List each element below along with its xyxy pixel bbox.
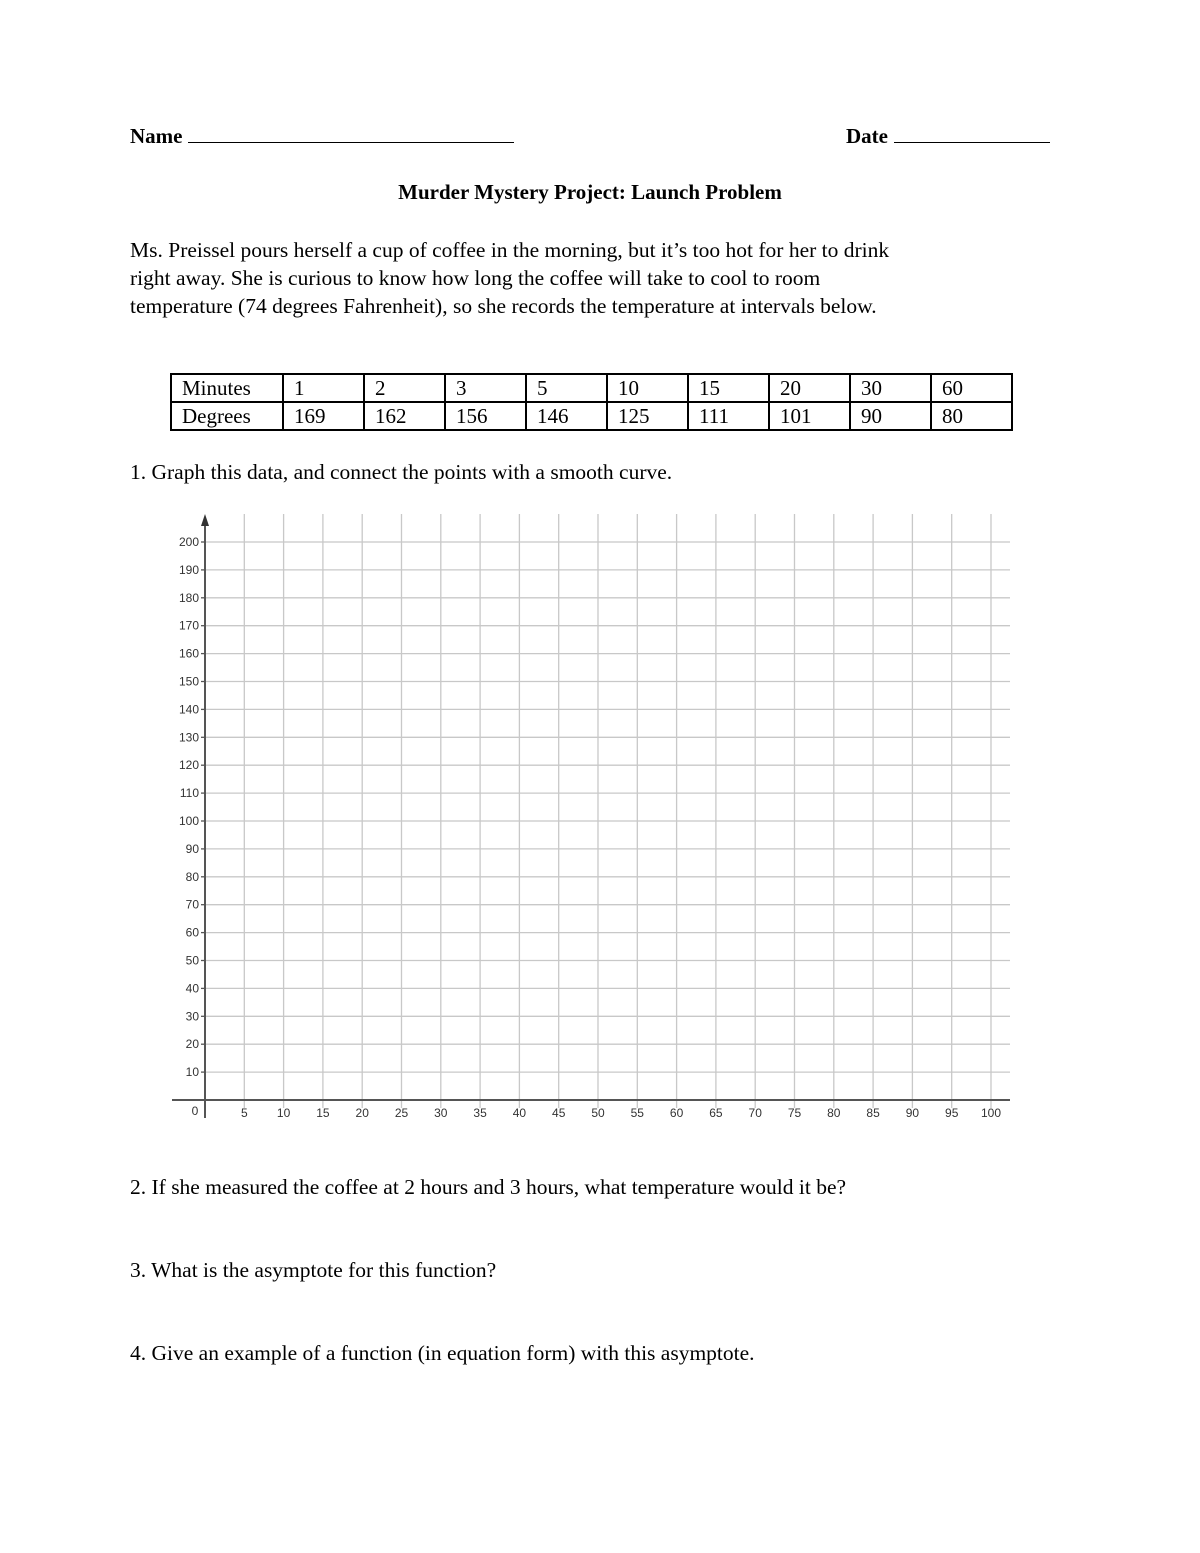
question-4: 4. Give an example of a function (in equation form) with this asymptote. [130, 1341, 755, 1365]
table-cell: 80 [931, 402, 1012, 430]
y-tick-label: 50 [185, 953, 199, 968]
date-label: Date [846, 124, 888, 148]
degrees-row [171, 402, 1012, 430]
y-tick-label: 160 [178, 646, 199, 661]
x-tick-label: 75 [787, 1106, 802, 1120]
page-title: Murder Mystery Project: Launch Problem [398, 180, 782, 204]
table-cell: 3 [445, 374, 526, 402]
intro-line: right away. She is curious to know how long the coffee will take to cool to room [130, 266, 821, 290]
question-1: 1. Graph this data, and connect the points with a smooth curve. [130, 460, 673, 484]
x-tick-label: 55 [630, 1106, 644, 1120]
y-tick-label: 130 [178, 730, 199, 745]
y-tick-label: 200 [178, 535, 199, 549]
table-cell: 111 [688, 402, 769, 430]
name-blank-line[interactable] [188, 124, 514, 143]
intro-paragraph [130, 236, 1070, 320]
y-tick-label: 90 [185, 841, 199, 856]
y-tick-label: 170 [178, 618, 199, 633]
date-field[interactable] [846, 124, 1050, 149]
origin-label: 0 [191, 1104, 199, 1118]
row-header-minutes: Minutes [171, 374, 283, 402]
x-tick-label: 50 [591, 1106, 605, 1120]
table-cell: 30 [850, 374, 931, 402]
table-cell: 90 [850, 402, 931, 430]
x-tick-label: 40 [512, 1106, 527, 1120]
x-tick-label: 65 [709, 1106, 723, 1120]
table-cell: 10 [607, 374, 688, 402]
x-tick-label: 25 [394, 1106, 409, 1120]
intro-line: Ms. Preissel pours herself a cup of coffee in the morning, but it’s too hot for her to drink [130, 238, 890, 262]
x-tick-label: 90 [905, 1106, 920, 1120]
table-cell: 15 [688, 374, 769, 402]
x-tick-label: 85 [866, 1106, 880, 1120]
data-table [170, 373, 1013, 431]
table-cell: 162 [364, 402, 445, 430]
y-tick-label: 20 [185, 1037, 199, 1052]
name-label: Name [130, 124, 183, 148]
y-tick-label: 150 [178, 674, 199, 689]
x-tick-label: 100 [980, 1106, 1002, 1120]
y-tick-label: 60 [185, 925, 199, 940]
y-tick-label: 30 [185, 1009, 199, 1024]
y-tick-label: 120 [178, 758, 199, 773]
table-cell: 1 [283, 374, 364, 402]
table-cell: 101 [769, 402, 850, 430]
table-cell: 146 [526, 402, 607, 430]
y-tick-label: 180 [178, 590, 199, 605]
name-field[interactable] [130, 124, 514, 149]
y-tick-label: 140 [178, 702, 199, 717]
x-tick-label: 80 [827, 1106, 841, 1120]
y-tick-label: 70 [185, 897, 199, 912]
x-tick-label: 70 [748, 1106, 762, 1120]
table-cell: 60 [931, 374, 1012, 402]
blank-graph-grid[interactable] [150, 508, 1020, 1133]
table-cell: 2 [364, 374, 445, 402]
x-tick-label: 45 [552, 1106, 566, 1120]
header-row [130, 124, 1050, 156]
table-cell: 156 [445, 402, 526, 430]
table-cell: 125 [607, 402, 688, 430]
y-tick-label: 190 [178, 562, 199, 577]
x-tick-label: 5 [240, 1106, 248, 1120]
minutes-row [171, 374, 1012, 402]
x-tick-label: 30 [434, 1106, 448, 1120]
y-tick-label: 100 [178, 814, 199, 828]
row-header-degrees: Degrees [171, 402, 283, 430]
question-3: 3. What is the asymptote for this function? [130, 1258, 497, 1282]
x-tick-label: 35 [473, 1106, 487, 1120]
table-cell: 5 [526, 374, 607, 402]
x-tick-label: 60 [669, 1106, 684, 1120]
y-axis-arrow [201, 514, 209, 526]
y-tick-label: 110 [179, 786, 199, 801]
y-tick-label: 80 [185, 869, 199, 884]
x-tick-label: 10 [276, 1106, 291, 1120]
x-tick-label: 15 [316, 1106, 330, 1120]
table-cell: 20 [769, 374, 850, 402]
y-tick-label: 10 [185, 1065, 199, 1080]
question-2: 2. If she measured the coffee at 2 hours and 3 hours, what temperature would it be? [130, 1175, 847, 1199]
x-tick-label: 95 [945, 1106, 959, 1120]
intro-line: temperature (74 degrees Fahrenheit), so she records the temperature at intervals below. [130, 294, 877, 318]
table-cell: 169 [283, 402, 364, 430]
date-blank-line[interactable] [894, 124, 1050, 143]
x-tick-label: 20 [355, 1106, 369, 1120]
y-tick-label: 40 [185, 981, 199, 996]
